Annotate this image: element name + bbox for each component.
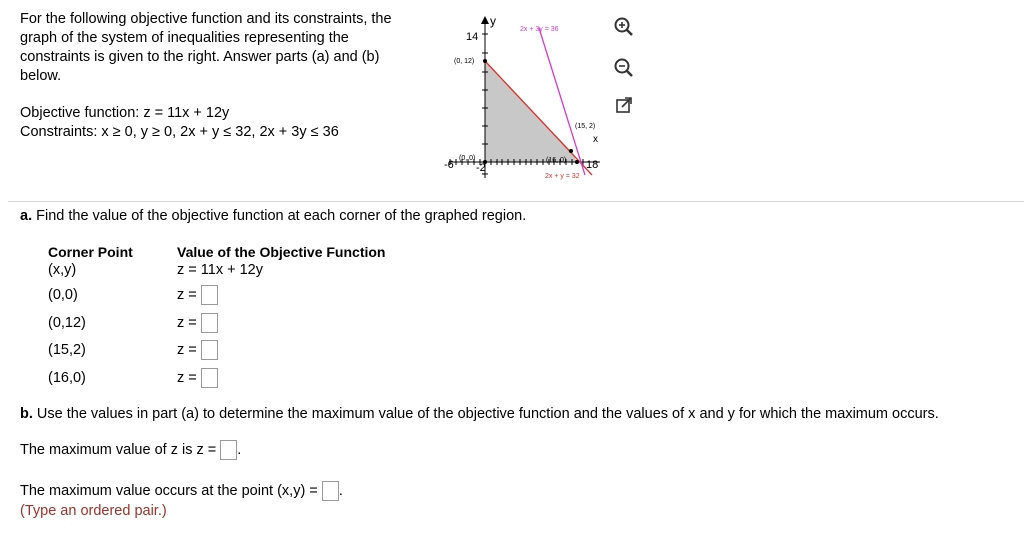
point-label: (0, 12) (454, 58, 475, 65)
max-value-line (20, 440, 241, 460)
corner-point-label: (0,0) (48, 287, 78, 303)
corner-point-label: (16,0) (48, 370, 86, 386)
z-answer-input[interactable] (201, 340, 218, 360)
intro-line: graph of the system of inequalities representing the (20, 30, 349, 46)
corner-point (569, 149, 573, 153)
zoom-in-button[interactable] (612, 15, 636, 39)
z-answer-input[interactable] (201, 285, 218, 305)
z-prefix: z = (177, 286, 197, 303)
subheader-xy: (x,y) (48, 262, 77, 278)
line-label: 2x + y = 32 (545, 173, 580, 180)
popout-button[interactable] (612, 93, 636, 117)
intro-line: For the following objective function and its constraints, the (20, 11, 392, 27)
corner-point-label: (15,2) (48, 342, 86, 358)
section-divider (8, 201, 1024, 202)
x-tick-label: -6 (444, 159, 454, 171)
part-b-prompt: Use the values in part (a) to determine the maximum value of the objective function and the values of x and y for which the maximum occurs. (36, 406, 939, 422)
external-link-icon (615, 96, 633, 114)
z-answer-input[interactable] (201, 368, 218, 388)
feasible-region-graph (420, 10, 600, 185)
point-label: (0, 0) (459, 155, 476, 162)
corner-point (483, 59, 487, 63)
line-label: 2x + 3y = 36 (520, 26, 559, 33)
part-b-label: b. (20, 406, 33, 422)
subheader-formula: z = 11x + 12y (177, 262, 263, 278)
z-answer-input[interactable] (201, 313, 218, 333)
corner-point (575, 160, 579, 164)
part-a-label: a. (20, 208, 33, 224)
ordered-pair-hint: (Type an ordered pair.) (20, 503, 167, 519)
z-prefix: z = (177, 341, 197, 358)
y-axis-label: y (490, 14, 496, 28)
problem-intro (20, 10, 420, 86)
max-value-prefix: The maximum value of z is z = (20, 441, 217, 458)
x-axis-label: x (593, 134, 598, 145)
objective-function: Objective function: z = 11x + 12y (20, 105, 230, 121)
answer-row (177, 368, 218, 388)
z-prefix: z = (177, 314, 197, 331)
period: . (338, 482, 343, 499)
constraints: Constraints: x ≥ 0, y ≥ 0, 2x + y ≤ 32, 2x + 3y ≤ 36 (20, 124, 339, 140)
zoom-in-icon (614, 17, 634, 37)
y-axis-arrow (481, 16, 489, 24)
answer-row (177, 313, 218, 333)
part-b (20, 406, 939, 422)
max-point-input[interactable] (322, 481, 339, 501)
part-a (20, 208, 526, 224)
part-a-prompt: Find the value of the objective function at each corner of the graphed region. (36, 208, 527, 224)
period: . (237, 441, 242, 458)
header-corner-point: Corner Point (48, 244, 133, 260)
objective-block (20, 104, 339, 142)
point-label: (16, 0) (546, 157, 567, 164)
point-label: (15, 2) (575, 123, 596, 130)
z-prefix: z = (177, 369, 197, 386)
header-objective-value: Value of the Objective Function (177, 244, 386, 260)
x-tick-label: 18 (586, 159, 599, 171)
max-point-line (20, 481, 343, 501)
answer-row (177, 285, 218, 305)
intro-line: below. (20, 68, 62, 84)
corner-point-label: (0,12) (48, 315, 86, 331)
zoom-out-button[interactable] (612, 56, 636, 80)
max-value-input[interactable] (220, 440, 237, 460)
max-point-prefix: The maximum value occurs at the point (x,y) = (20, 482, 318, 499)
intro-line: constraints is given to the right. Answer parts (a) and (b) (20, 49, 380, 65)
y-tick-label: -2 (476, 162, 486, 174)
y-tick-label: 14 (466, 31, 479, 43)
zoom-out-icon (614, 58, 634, 78)
answer-row (177, 340, 218, 360)
